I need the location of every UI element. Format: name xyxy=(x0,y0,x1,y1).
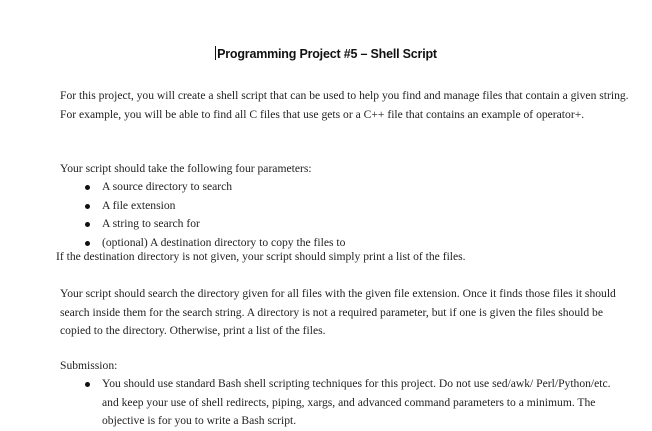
intro-paragraph: For this project, you will create a shell script that can be used to help you find and manage files that contain a given string. For example, you will be able to find all C files that use gets or a C++ file that contains an example of operator+. xyxy=(60,89,629,121)
parameters-list xyxy=(60,178,630,252)
submission-list xyxy=(60,375,620,431)
parameters-intro: Your script should take the following four parameters: xyxy=(60,162,312,175)
list-item: A string to search for xyxy=(60,215,630,234)
list-item: A file extension xyxy=(60,197,630,216)
list-item: (optional) A destination directory to copy the files to xyxy=(60,234,630,253)
document-title xyxy=(0,46,652,61)
list-item: A source directory to search xyxy=(60,178,630,197)
destination-note: If the destination directory is not given, your script should simply print a list of the files. xyxy=(56,250,466,263)
list-item: You should use standard Bash shell scripting techniques for this project. Do not use sed/awk/ Perl/Python/etc. and keep your use of shell redirects, piping, xargs, and advanced command parameters to a minimum. The objective is for you to write a Bash script. xyxy=(60,375,620,431)
search-paragraph: Your script should search the directory given for all files with the given file extension. Once it finds those files it should search inside them for the search string. A directory is not a required parameter, but if one is given the files should be copied to the directory. Otherwise, print a list of the files. xyxy=(60,287,616,337)
document-title-text: Programming Project #5 – Shell Script xyxy=(217,47,437,61)
text-cursor xyxy=(215,46,216,60)
submission-heading: Submission: xyxy=(60,359,118,372)
